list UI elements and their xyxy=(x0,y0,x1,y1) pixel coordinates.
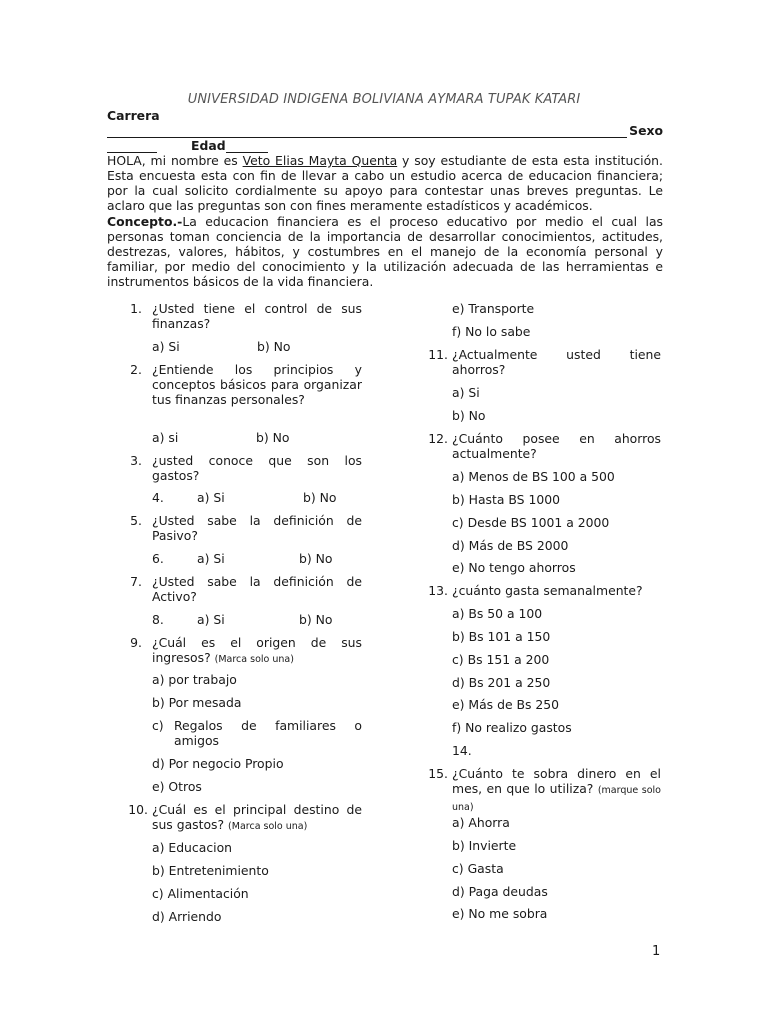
option-c[interactable]: c) Bs 151 a 200 xyxy=(452,652,550,667)
question-note: (Marca solo una) xyxy=(228,821,308,832)
option-a[interactable]: a) Si xyxy=(197,490,225,505)
question-text: ¿Usted tiene el control de sus finanzas? xyxy=(152,301,362,331)
option-b[interactable]: b) Entretenimiento xyxy=(152,863,269,878)
question-14-number: 14. xyxy=(452,743,472,758)
option-b[interactable]: b) No xyxy=(452,408,486,423)
page-number: 1 xyxy=(652,944,661,959)
sexo-label: Sexo xyxy=(629,123,663,138)
option-a[interactable]: a) Menos de BS 100 a 500 xyxy=(452,469,615,484)
option-e[interactable]: e) No tengo ahorros xyxy=(452,560,576,575)
question-text: ¿usted conoce que son los gastos? xyxy=(152,453,362,483)
question-text: ¿Usted sabe la definición de Pasivo? xyxy=(152,513,362,543)
question-text: ¿Cuánto posee en ahorros actualmente? xyxy=(452,431,661,461)
option-a[interactable]: a) si xyxy=(152,430,179,445)
question-number: 10. xyxy=(128,802,148,817)
option-a[interactable]: a) Ahorra xyxy=(452,815,510,830)
option-b[interactable]: b) No xyxy=(257,339,291,354)
concept-label: Concepto.- xyxy=(107,214,183,229)
intro-paragraph xyxy=(107,153,663,213)
option-b[interactable]: b) No xyxy=(299,612,333,627)
edad-label: Edad xyxy=(191,138,226,153)
option-c[interactable]: c) Desde BS 1001 a 2000 xyxy=(452,515,610,530)
option-b[interactable]: b) Hasta BS 1000 xyxy=(452,492,561,507)
option-f[interactable]: f) No lo sabe xyxy=(452,324,531,339)
question-text: ¿Entiende los principios y conceptos básicos para organizar tus finanzas personales? xyxy=(152,362,362,407)
option-d[interactable]: d) Bs 201 a 250 xyxy=(452,675,551,690)
option-e[interactable]: e) Más de Bs 250 xyxy=(452,697,560,712)
option-c[interactable]: c) Regalos de familiares o amigos xyxy=(152,718,362,748)
option-d[interactable]: d) Más de BS 2000 xyxy=(452,538,569,553)
question-number: 12. xyxy=(428,431,448,446)
question-number: 5. xyxy=(130,513,142,528)
option-b[interactable]: b) Por mesada xyxy=(152,695,242,710)
question-note: (Marca solo una) xyxy=(214,654,294,665)
question-number: 13. xyxy=(428,583,448,598)
option-b[interactable]: b) No xyxy=(303,490,337,505)
option-b[interactable]: b) Invierte xyxy=(452,838,517,853)
question-6-number: 6. xyxy=(152,551,164,566)
carrera-label: Carrera xyxy=(107,108,160,123)
carrera-blank[interactable] xyxy=(107,124,627,138)
author-name: Veto Elias Mayta Quenta xyxy=(242,153,398,168)
carrera-line xyxy=(107,123,663,138)
intro-body: y soy estudiante de esta esta institución. Esta encuesta esta con fin de llevar a cabo un estudio acerca de educacion financiera; por la cual solicito cordialmente su apoyo para contestar unas breves preguntas. Le aclaro que las preguntas son con fines meramente estadísticos y académicos. xyxy=(107,153,663,213)
option-e[interactable]: e) No me sobra xyxy=(452,906,548,921)
question-number: 1. xyxy=(130,301,142,316)
question-text: ¿cuánto gasta semanalmente? xyxy=(452,583,643,598)
option-b[interactable]: b) No xyxy=(299,551,333,566)
question-number: 2. xyxy=(130,362,142,377)
option-a[interactable]: a) Educacion xyxy=(152,840,233,855)
question-number: 3. xyxy=(130,453,142,468)
university-title: UNIVERSIDAD INDIGENA BOLIVIANA AYMARA TUPAK KATARI xyxy=(187,92,581,107)
option-a[interactable]: a) Si xyxy=(152,339,180,354)
edad-line xyxy=(107,138,663,153)
question-4-number: 4. xyxy=(152,490,164,505)
option-d[interactable]: d) Por negocio Propio xyxy=(152,756,284,771)
question-number: 7. xyxy=(130,574,142,589)
question-text xyxy=(152,635,362,667)
option-c[interactable]: c) Gasta xyxy=(452,861,504,876)
option-a[interactable]: a) Si xyxy=(197,551,225,566)
concept-text: La educacion financiera es el proceso educativo por medio el cual las personas toman conciencia de la importancia de desarrollar conocimientos, actitudes, destrezas, valores, hábitos, y costumbres en el manejo de la economía personal y familiar, por medio del conocimiento y la utilización adecuada de las herramientas e instrumentos básicos de la vida financiera. xyxy=(107,214,663,289)
sexo-blank[interactable] xyxy=(107,140,157,153)
option-c[interactable]: c) Alimentación xyxy=(152,886,249,901)
question-number: 11. xyxy=(428,347,448,362)
question-text: ¿Usted sabe la definición de Activo? xyxy=(152,574,362,604)
question-number: 9. xyxy=(130,635,142,650)
option-a[interactable]: a) Si xyxy=(452,385,480,400)
option-b[interactable]: b) No xyxy=(256,430,290,445)
question-8-number: 8. xyxy=(152,612,164,627)
option-d[interactable]: d) Paga deudas xyxy=(452,884,548,899)
question-text xyxy=(152,802,362,834)
option-d[interactable]: d) Arriendo xyxy=(152,909,222,924)
option-a[interactable]: a) Bs 50 a 100 xyxy=(452,606,543,621)
question-text: ¿Actualmente usted tiene ahorros? xyxy=(452,347,661,377)
question-note: (marque solo una) xyxy=(452,785,661,813)
concept-paragraph xyxy=(107,214,663,289)
question-text-main: ¿Cuánto te sobra dinero en el mes, en que lo utiliza? xyxy=(452,766,661,796)
question-number: 15. xyxy=(428,766,448,781)
intro-greeting: HOLA, mi nombre es xyxy=(107,153,243,168)
question-text xyxy=(452,766,661,815)
edad-blank[interactable] xyxy=(226,140,268,153)
question-text-main: ¿Cuál es el principal destino de sus gastos? xyxy=(152,802,362,832)
option-e[interactable]: e) Otros xyxy=(152,779,202,794)
option-b[interactable]: b) Bs 101 a 150 xyxy=(452,629,551,644)
option-a[interactable]: a) Si xyxy=(197,612,225,627)
option-a[interactable]: a) por trabajo xyxy=(152,672,237,687)
option-f[interactable]: f) No realizo gastos xyxy=(452,720,572,735)
question-text-main: ¿Cuál es el origen de sus ingresos? xyxy=(152,635,362,665)
option-e[interactable]: e) Transporte xyxy=(452,301,535,316)
